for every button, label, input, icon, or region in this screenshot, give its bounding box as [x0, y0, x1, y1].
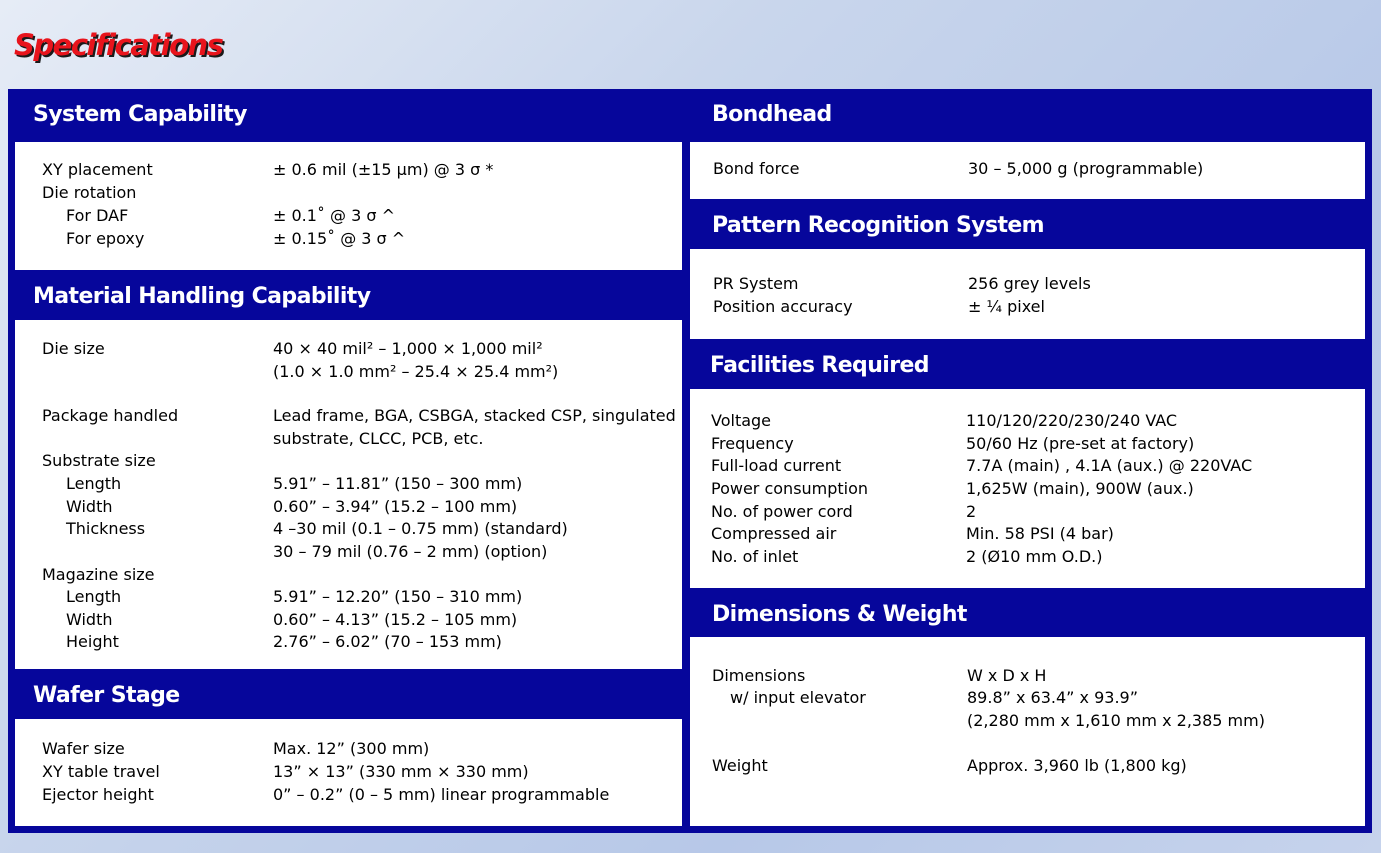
spec-value: 256 grey levels — [968, 274, 1091, 293]
spec-label: Wafer size — [42, 739, 125, 758]
spec-label: XY table travel — [42, 762, 160, 781]
spec-value: 1,625W (main), 900W (aux.) — [966, 479, 1194, 498]
spec-label: Die size — [42, 339, 105, 358]
spec-label: Substrate size — [42, 451, 156, 470]
spec-label: No. of power cord — [711, 502, 853, 521]
spec-value: 40 × 40 mil² – 1,000 × 1,000 mil² — [273, 339, 543, 358]
section-system-capability — [15, 89, 682, 270]
section-body — [15, 320, 682, 669]
section-body — [15, 142, 682, 270]
spec-label: Magazine size — [42, 565, 155, 584]
spec-value: ± 0.1˚ @ 3 σ ^ — [273, 206, 396, 225]
spec-value: 30 – 79 mil (0.76 – 2 mm) (option) — [273, 542, 548, 561]
spec-value: Min. 58 PSI (4 bar) — [966, 524, 1114, 543]
spec-value: 2 (Ø10 mm O.D.) — [966, 547, 1103, 566]
spec-value: 2.76” – 6.02” (70 – 153 mm) — [273, 632, 502, 651]
spec-label: Voltage — [711, 411, 772, 430]
spec-value: 2 — [966, 502, 977, 521]
spec-value: (2,280 mm x 1,610 mm x 2,385 mm) — [967, 711, 1265, 730]
spec-label: Die rotation — [42, 183, 137, 202]
section-title: Dimensions & Weight — [712, 602, 967, 627]
spec-value: 13” × 13” (330 mm × 330 mm) — [273, 762, 529, 781]
spec-value: 5.91” – 12.20” (150 – 310 mm) — [273, 587, 523, 606]
section-bondhead — [690, 89, 1365, 199]
section-body — [690, 389, 1365, 588]
spec-label: For epoxy — [66, 229, 145, 248]
spec-value: 89.8” x 63.4” x 93.9” — [967, 688, 1139, 707]
section-pattern-recognition — [690, 200, 1365, 339]
spec-value: ± 0.15˚ @ 3 σ ^ — [273, 229, 406, 248]
spec-value: W x D x H — [967, 666, 1047, 685]
spec-label: Full-load current — [711, 456, 842, 475]
section-body — [690, 142, 1365, 199]
section-dimensions-weight — [690, 589, 1365, 826]
spec-label: No. of inlet — [711, 547, 799, 566]
spec-label: Position accuracy — [713, 297, 853, 316]
section-title: Material Handling Capability — [33, 284, 371, 309]
spec-frame — [8, 89, 1372, 833]
spec-label: Length — [66, 474, 122, 493]
spec-label: Frequency — [711, 434, 794, 453]
spec-label: Compressed air — [711, 524, 837, 543]
spec-label: Width — [66, 497, 113, 516]
section-body — [15, 719, 682, 826]
spec-value: 110/120/220/230/240 VAC — [966, 411, 1178, 430]
section-title: Pattern Recognition System — [712, 213, 1045, 238]
spec-value: 4 –30 mil (0.1 – 0.75 mm) (standard) — [273, 519, 568, 538]
spec-value: 50/60 Hz (pre-set at factory) — [966, 434, 1195, 453]
spec-label: Package handled — [42, 406, 179, 425]
spec-value: ± ¼ pixel — [968, 297, 1045, 316]
spec-label: Power consumption — [711, 479, 869, 498]
section-facilities — [690, 340, 1365, 588]
spec-label: w/ input elevator — [730, 688, 866, 707]
section-body — [690, 249, 1365, 339]
spec-value: (1.0 × 1.0 mm² – 25.4 × 25.4 mm²) — [273, 362, 559, 381]
section-title: System Capability — [33, 102, 247, 127]
section-title: Facilities Required — [710, 353, 929, 378]
spec-value: Approx. 3,960 lb (1,800 kg) — [967, 756, 1187, 775]
spec-label: XY placement — [42, 160, 153, 179]
section-body — [690, 637, 1365, 826]
spec-value: 30 – 5,000 g (programmable) — [968, 159, 1204, 178]
spec-label: Height — [66, 632, 119, 651]
spec-label: Bond force — [713, 159, 800, 178]
section-title: Wafer Stage — [33, 683, 180, 708]
spec-label: Thickness — [66, 519, 146, 538]
spec-value: 0.60” – 4.13” (15.2 – 105 mm) — [273, 610, 518, 629]
section-title: Bondhead — [712, 102, 832, 127]
spec-value: 7.7A (main) , 4.1A (aux.) @ 220VAC — [966, 456, 1253, 475]
spec-label: Dimensions — [712, 666, 806, 685]
spec-value: Max. 12” (300 mm) — [273, 739, 430, 758]
spec-value: substrate, CLCC, PCB, etc. — [273, 429, 484, 448]
section-wafer-stage — [15, 670, 682, 826]
spec-value: 0” – 0.2” (0 – 5 mm) linear programmable — [273, 785, 610, 804]
spec-value: ± 0.6 mil (±15 µm) @ 3 σ * — [273, 160, 494, 179]
page-title: Specifications — [14, 28, 223, 62]
spec-label: For DAF — [66, 206, 129, 225]
spec-label: Length — [66, 587, 122, 606]
spec-label: PR System — [713, 274, 799, 293]
spec-label: Width — [66, 610, 113, 629]
spec-label: Weight — [712, 756, 768, 775]
section-material-handling — [15, 271, 682, 669]
spec-value: Lead frame, BGA, CSBGA, stacked CSP, singulated — [273, 406, 676, 425]
spec-value: 5.91” – 11.81” (150 – 300 mm) — [273, 474, 523, 493]
spec-value: 0.60” – 3.94” (15.2 – 100 mm) — [273, 497, 518, 516]
spec-label: Ejector height — [42, 785, 154, 804]
